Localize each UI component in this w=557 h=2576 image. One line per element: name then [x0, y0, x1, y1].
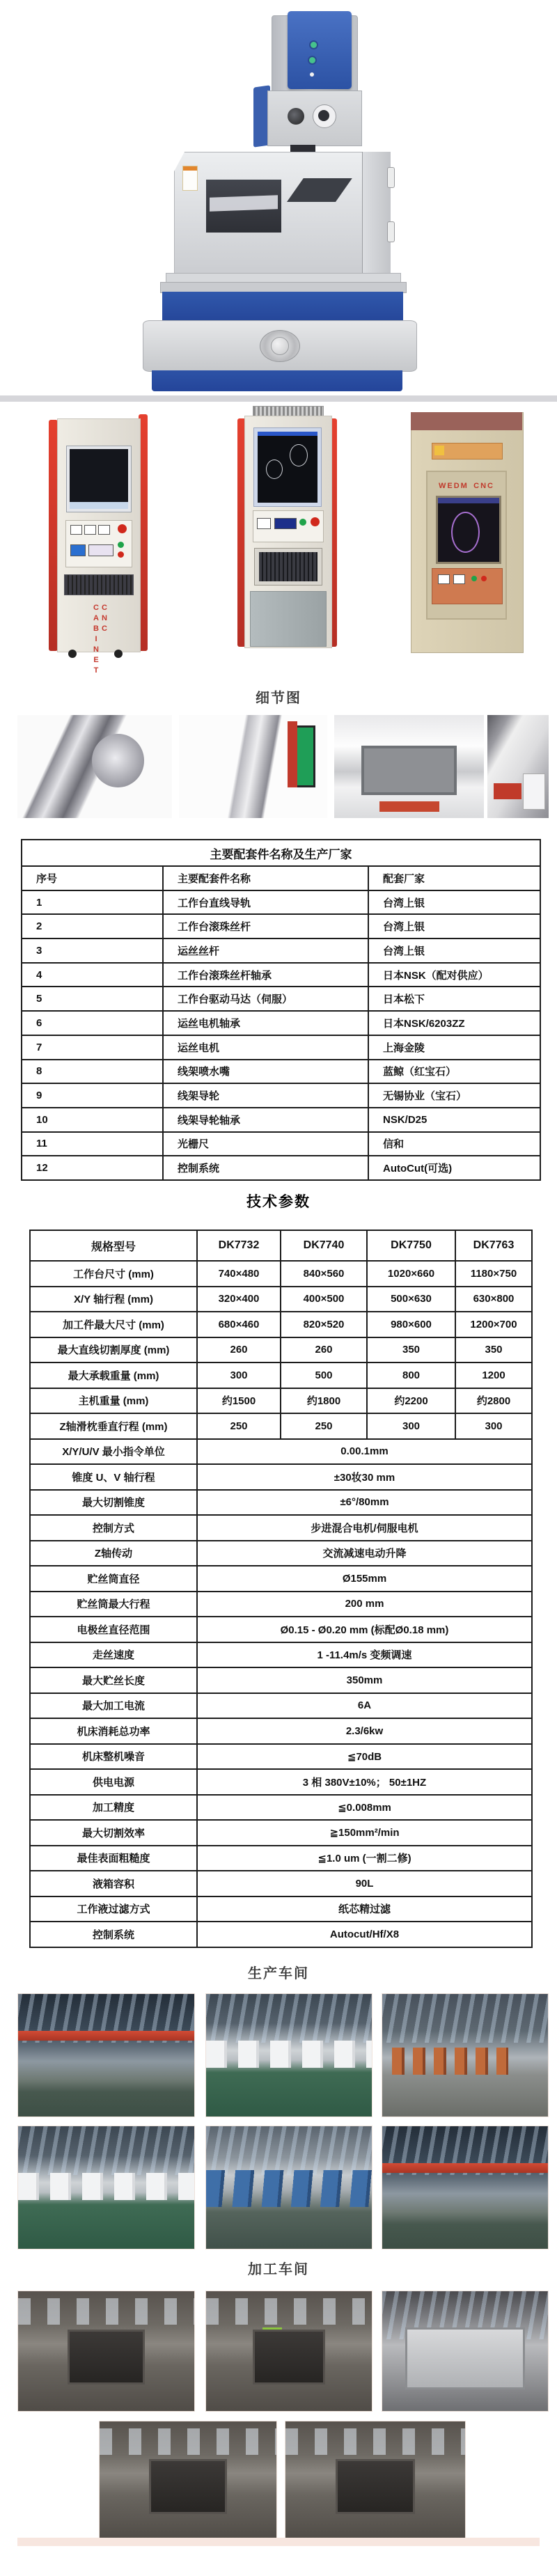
parts-cell-index: 5 — [22, 987, 163, 1011]
spec-cell-label: Z轴滑枕垂直行程 (mm) — [30, 1413, 197, 1439]
spec-cell-value: 300 — [197, 1362, 281, 1388]
spec-cell-label: 工作台尺寸 (mm) — [30, 1261, 197, 1287]
cabinet-door-text: WEDM CNC — [439, 482, 494, 490]
dial-knob-icon — [288, 108, 304, 125]
spec-span-row — [30, 1667, 532, 1693]
parts-cell-supplier: 台湾上银 — [368, 914, 540, 938]
parts-cell-name: 运丝电机 — [163, 1035, 368, 1060]
spec-cell-value: 约1800 — [281, 1388, 367, 1414]
parts-col-header: 配套厂家 — [368, 866, 540, 890]
spec-span-row — [30, 1922, 532, 1947]
spec-cell-label: 机床整机噪音 — [30, 1744, 197, 1770]
spec-cell-value: 350 — [455, 1337, 532, 1363]
production-photo — [382, 2126, 549, 2249]
cabinet-control-panel — [65, 520, 132, 567]
spec-cell-label: 加工件最大尺寸 (mm) — [30, 1312, 197, 1337]
spec-cell-value: Autocut/Hf/X8 — [197, 1922, 532, 1947]
spec-col-header-model: DK7750 — [367, 1230, 455, 1261]
spec-cell-label: 控制系统 — [30, 1922, 197, 1947]
production-photo — [205, 1993, 372, 2117]
spec-cell-label: 贮丝筒直径 — [30, 1566, 197, 1592]
parts-cell-index: 2 — [22, 914, 163, 938]
spec-model-row — [30, 1388, 532, 1414]
spec-cell-value: ≦70dB — [197, 1744, 532, 1770]
spec-cell-label: 最大切割锥度 — [30, 1490, 197, 1516]
parts-row — [22, 987, 540, 1011]
parts-cell-index: 12 — [22, 1156, 163, 1180]
parts-cell-index: 10 — [22, 1108, 163, 1132]
cabinet-control-panel — [253, 510, 324, 542]
spec-cell-label: 最大直线切割厚度 (mm) — [30, 1337, 197, 1363]
spec-cell-label: 供电电源 — [30, 1769, 197, 1795]
cabinet-control-panel — [432, 568, 503, 604]
parts-table-body — [22, 890, 540, 1180]
vent-grille-icon — [253, 406, 324, 416]
meter-icon — [84, 525, 96, 535]
detail-section-title: 细节图 — [256, 691, 301, 706]
cabinet-photo-1 — [49, 414, 148, 677]
parts-row — [22, 1156, 540, 1180]
spec-col-header-model: DK7763 — [455, 1230, 532, 1261]
dial-gauge-icon — [313, 104, 336, 128]
cabinet-photo-2 — [233, 406, 341, 651]
machining-photo — [99, 2421, 277, 2540]
spec-cell-label: 主机重量 (mm) — [30, 1388, 197, 1414]
spec-cell-label: 机床消耗总功率 — [30, 1718, 197, 1744]
detail-photo-linear-guide — [179, 715, 327, 818]
spec-table-body — [30, 1261, 532, 1947]
spec-cell-value: 1 -11.4m/s 变频调速 — [197, 1642, 532, 1668]
emergency-stop-icon — [311, 517, 320, 526]
parts-cell-index: 11 — [22, 1132, 163, 1156]
parts-header-row — [22, 866, 540, 890]
warning-label-icon — [182, 166, 198, 191]
parts-cell-supplier: 日本松下 — [368, 987, 540, 1011]
spec-cell-value: ≦0.008mm — [197, 1795, 532, 1821]
door-hinge-icon — [387, 167, 395, 188]
parts-row — [22, 938, 540, 963]
spec-cell-value: 630×800 — [455, 1287, 532, 1312]
spec-span-row — [30, 1515, 532, 1541]
cabinet-screen — [436, 496, 501, 564]
spec-cell-value: 350mm — [197, 1667, 532, 1693]
parts-cell-name: 工作台滚珠丝杆 — [163, 914, 368, 938]
production-photo — [382, 1993, 549, 2117]
spec-cell-label: 贮丝筒最大行程 — [30, 1592, 197, 1617]
parts-cell-name: 控制系统 — [163, 1156, 368, 1180]
caster-wheel-icon — [68, 650, 77, 658]
spec-cell-value: 260 — [197, 1337, 281, 1363]
parts-cell-index: 3 — [22, 938, 163, 963]
parts-cell-supplier: NSK/D25 — [368, 1108, 540, 1132]
parts-row — [22, 1108, 540, 1132]
cad-circle-icon — [290, 444, 308, 466]
spec-cell-value: ≧150mm²/min — [197, 1820, 532, 1846]
spec-cell-value: ≦1.0 um (一割二修) — [197, 1846, 532, 1871]
spec-span-row — [30, 1769, 532, 1795]
spec-cell-value: 840×560 — [281, 1261, 367, 1287]
parts-cell-supplier: 台湾上银 — [368, 890, 540, 915]
parts-row — [22, 1011, 540, 1035]
parts-cell-supplier: 日本NSK/6203ZZ — [368, 1011, 540, 1035]
spec-cell-value: 300 — [455, 1413, 532, 1439]
spec-span-row — [30, 1693, 532, 1719]
emergency-stop-icon — [118, 524, 127, 533]
tank-door — [362, 152, 391, 273]
spec-cell-value: ±30妆30 mm — [197, 1464, 532, 1490]
spec-cell-value: Ø0.15 - Ø0.20 mm (标配Ø0.18 mm) — [197, 1617, 532, 1642]
section-divider — [0, 395, 557, 402]
parts-cell-index: 6 — [22, 1011, 163, 1035]
spec-model-row — [30, 1362, 532, 1388]
spec-cell-value: 740×480 — [197, 1261, 281, 1287]
spec-cell-value: 约2800 — [455, 1388, 532, 1414]
lock-medallion-icon — [271, 337, 289, 355]
spec-cell-value: 纸芯精过滤 — [197, 1896, 532, 1922]
parts-cell-supplier: 台湾上银 — [368, 938, 540, 963]
spec-cell-label: 最大贮丝长度 — [30, 1667, 197, 1693]
spec-span-row — [30, 1490, 532, 1516]
spec-cell-value: 3 相 380V±10%； 50±1HZ — [197, 1769, 532, 1795]
spec-cell-label: 控制方式 — [30, 1515, 197, 1541]
spec-cell-label: 电极丝直径范围 — [30, 1617, 197, 1642]
parts-row — [22, 1060, 540, 1084]
spec-cell-label: 液箱容积 — [30, 1871, 197, 1896]
spec-cell-value: 6A — [197, 1693, 532, 1719]
parts-col-header: 序号 — [22, 866, 163, 890]
production-photo — [205, 2126, 372, 2249]
spec-span-row — [30, 1846, 532, 1871]
spec-cell-label: Z轴传动 — [30, 1541, 197, 1566]
spec-span-row — [30, 1795, 532, 1821]
cabinet-screen — [67, 446, 131, 512]
indicator-led-icon — [310, 72, 314, 77]
parts-cell-supplier: 日本NSK（配对供应） — [368, 963, 540, 987]
spec-cell-value: 约1500 — [197, 1388, 281, 1414]
spec-cell-value: 交流减速电动升降 — [197, 1541, 532, 1566]
parts-cell-index: 1 — [22, 890, 163, 915]
parts-cell-supplier: 蓝鲸（红宝石） — [368, 1060, 540, 1084]
machining-photo — [285, 2421, 466, 2540]
spec-span-row — [30, 1592, 532, 1617]
hero-product-image — [0, 0, 557, 395]
parts-row — [22, 963, 540, 987]
spec-cell-value: 步进混合电机/伺服电机 — [197, 1515, 532, 1541]
spec-cell-value: 0.00.1mm — [197, 1439, 532, 1465]
parts-cell-name: 工作台直线导轨 — [163, 890, 368, 915]
parts-suppliers-table — [21, 839, 541, 1181]
parts-cell-index: 8 — [22, 1060, 163, 1084]
tech-spec-table — [29, 1230, 533, 1948]
parts-cell-index: 9 — [22, 1083, 163, 1108]
spec-span-row — [30, 1439, 532, 1465]
production-photo — [17, 1993, 195, 2117]
spec-cell-value: 300 — [367, 1413, 455, 1439]
brand-plaque — [432, 443, 503, 460]
spec-cell-label: 最大承载重量 (mm) — [30, 1362, 197, 1388]
spec-cell-value: 250 — [197, 1413, 281, 1439]
spec-span-row — [30, 1896, 532, 1922]
parts-cell-name: 光栅尺 — [163, 1132, 368, 1156]
cad-circle-icon — [266, 460, 283, 479]
machining-photo — [205, 2291, 372, 2412]
parts-cell-index: 4 — [22, 963, 163, 987]
spec-cell-value: 2.3/6kw — [197, 1718, 532, 1744]
spec-model-row — [30, 1413, 532, 1439]
parts-cell-supplier: 无锡协业（宝石） — [368, 1083, 540, 1108]
spec-cell-label: 加工精度 — [30, 1795, 197, 1821]
spec-cell-label: 最大切割效率 — [30, 1820, 197, 1846]
spec-cell-value: 350 — [367, 1337, 455, 1363]
cabinet-photo-3 — [411, 412, 522, 654]
spec-cell-value: ±6°/80mm — [197, 1490, 532, 1516]
keyboard-tray — [64, 574, 134, 595]
parts-cell-name: 线架导轮 — [163, 1083, 368, 1108]
logo-icon — [434, 446, 444, 455]
spec-model-row — [30, 1287, 532, 1312]
meter-icon — [70, 525, 82, 535]
spec-cell-value: 400×500 — [281, 1287, 367, 1312]
meter-icon — [98, 525, 110, 535]
spec-cell-value: 320×400 — [197, 1287, 281, 1312]
parts-row — [22, 1132, 540, 1156]
meter-icon — [438, 574, 450, 584]
parts-row — [22, 890, 540, 915]
spec-span-row — [30, 1744, 532, 1770]
spec-cell-value: 680×460 — [197, 1312, 281, 1337]
spec-cell-value: 1020×660 — [367, 1261, 455, 1287]
parts-cell-name: 线架导轮轴承 — [163, 1108, 368, 1132]
caster-wheel-icon — [114, 650, 123, 658]
parts-cell-name: 工作台滚珠丝杆轴承 — [163, 963, 368, 987]
meter-icon — [257, 518, 271, 529]
parts-cell-supplier: 信和 — [368, 1132, 540, 1156]
spec-col-header-model: DK7732 — [197, 1230, 281, 1261]
machining-photo — [382, 2291, 549, 2412]
spec-cell-value: Ø155mm — [197, 1566, 532, 1592]
spec-cell-value: 1180×750 — [455, 1261, 532, 1287]
detail-photo-ballscrew — [17, 715, 172, 818]
spec-span-row — [30, 1820, 532, 1846]
spec-cell-label: 走丝速度 — [30, 1642, 197, 1668]
detail-photo-work-tank — [334, 715, 484, 818]
parts-table-title: 主要配套件名称及生产厂家 — [22, 840, 540, 866]
machine-head-cover — [288, 11, 352, 89]
red-button-icon — [481, 576, 487, 581]
spec-span-row — [30, 1464, 532, 1490]
parts-cell-name: 运丝电机轴承 — [163, 1011, 368, 1035]
parts-cell-name: 工作台驱动马达（伺服） — [163, 987, 368, 1011]
spec-cell-value: 250 — [281, 1413, 367, 1439]
spec-span-row — [30, 1541, 532, 1566]
indicator-led-icon — [309, 57, 315, 63]
parts-col-header: 主要配套件名称 — [163, 866, 368, 890]
label-strip — [88, 544, 113, 556]
cabinet-door — [250, 591, 327, 647]
keyboard-panel — [254, 548, 322, 586]
spec-model-row — [30, 1337, 532, 1363]
spec-cell-value: 约2200 — [367, 1388, 455, 1414]
footer-accent-strip — [17, 2538, 540, 2546]
spec-col-header: 规格型号 — [30, 1230, 197, 1261]
spec-cell-label: 最佳表面粗糙度 — [30, 1846, 197, 1871]
parts-cell-name: 线架喷水嘴 — [163, 1060, 368, 1084]
production-photo — [17, 2126, 195, 2249]
red-button-icon — [118, 551, 124, 558]
spec-cell-value: 980×600 — [367, 1312, 455, 1337]
machining-photo — [17, 2291, 195, 2412]
spec-cell-value: 500 — [281, 1362, 367, 1388]
detail-photo-wire-frame — [487, 715, 549, 818]
tank-window-glare — [210, 195, 278, 211]
spec-cell-value: 1200 — [455, 1362, 532, 1388]
spec-span-row — [30, 1642, 532, 1668]
parts-row — [22, 1035, 540, 1060]
spec-span-row — [30, 1566, 532, 1592]
green-button-icon — [118, 542, 124, 548]
cabinet-top-band — [411, 412, 522, 430]
spec-cell-value: 800 — [367, 1362, 455, 1388]
spec-cell-value: 260 — [281, 1337, 367, 1363]
production-section-title: 生产车间 — [248, 1966, 309, 1981]
spec-cell-value: 820×520 — [281, 1312, 367, 1337]
spec-cell-value: 1200×700 — [455, 1312, 532, 1337]
parts-cell-name: 运丝丝杆 — [163, 938, 368, 963]
spec-col-header-model: DK7740 — [281, 1230, 367, 1261]
spec-cell-label: 锥度 U、V 轴行程 — [30, 1464, 197, 1490]
parts-cell-index: 7 — [22, 1035, 163, 1060]
spec-model-row — [30, 1312, 532, 1337]
green-button-icon — [299, 519, 306, 526]
spec-span-row — [30, 1718, 532, 1744]
tech-section-title: 技术参数 — [246, 1194, 311, 1210]
parts-row — [22, 1083, 540, 1108]
spec-cell-value: 500×630 — [367, 1287, 455, 1312]
machine-base — [152, 370, 402, 391]
digital-display-icon — [274, 518, 297, 529]
parts-cell-supplier: AutoCut(可选) — [368, 1156, 540, 1180]
door-hinge-icon — [387, 221, 395, 242]
spec-cell-label: 最大加工电流 — [30, 1693, 197, 1719]
spec-cell-label: X/Y 轴行程 (mm) — [30, 1287, 197, 1312]
cad-ellipse-icon — [451, 512, 480, 553]
spec-cell-label: X/Y/U/V 最小指令单位 — [30, 1439, 197, 1465]
machine-head-body — [267, 91, 362, 146]
digital-display-icon — [70, 544, 86, 556]
spec-span-row — [30, 1617, 532, 1642]
meter-icon — [453, 574, 465, 584]
cabinet-door-text: CNC CABINET — [92, 604, 109, 677]
indicator-led-icon — [311, 42, 317, 48]
parts-row — [22, 914, 540, 938]
spec-cell-value: 200 mm — [197, 1592, 532, 1617]
machining-section-title: 加工车间 — [248, 2262, 309, 2277]
machine-mid-band — [162, 292, 403, 320]
spec-header-row — [30, 1230, 532, 1261]
cabinet-crt-screen — [254, 428, 321, 506]
spec-model-row — [30, 1261, 532, 1287]
green-button-icon — [471, 576, 477, 581]
spec-cell-value: 90L — [197, 1871, 532, 1896]
parts-cell-supplier: 上海金陵 — [368, 1035, 540, 1060]
spec-cell-label: 工作液过滤方式 — [30, 1896, 197, 1922]
spec-span-row — [30, 1871, 532, 1896]
